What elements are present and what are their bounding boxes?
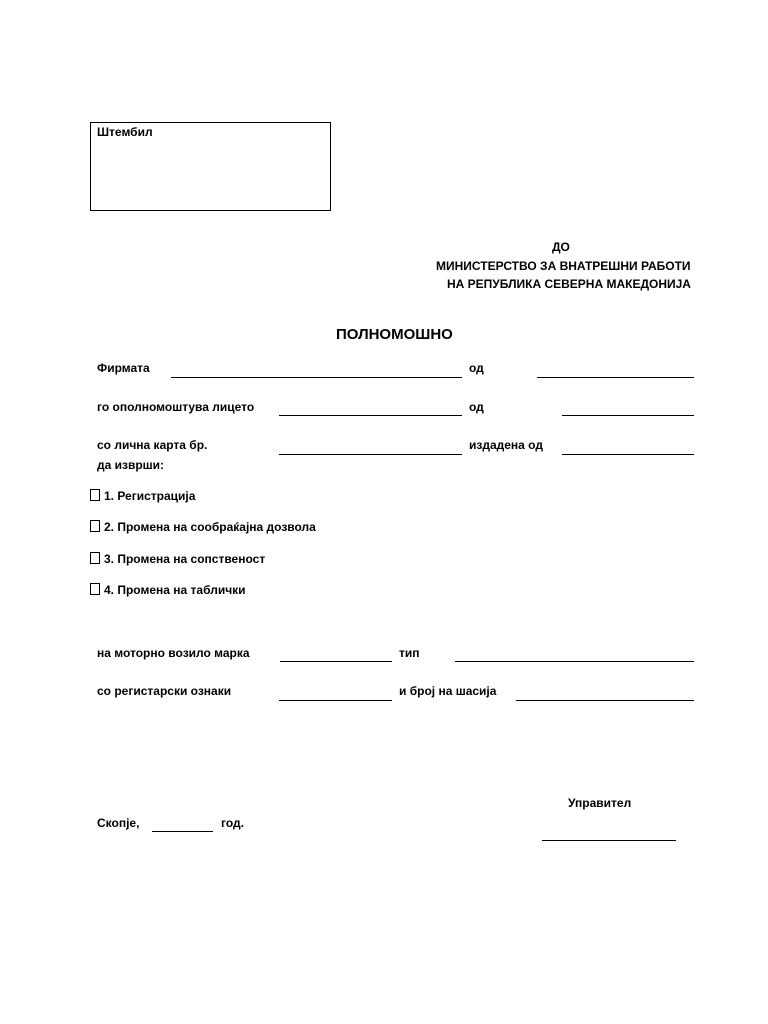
year-label: год. xyxy=(221,816,244,830)
chassis-input-line[interactable] xyxy=(516,700,694,701)
from-input-line-1[interactable] xyxy=(537,377,694,378)
from-label-1: од xyxy=(469,361,484,375)
authorizes-label: го ополномоштува лицето xyxy=(97,400,255,414)
issued-by-input-line[interactable] xyxy=(562,454,694,455)
id-card-input-line[interactable] xyxy=(279,454,462,455)
stamp-label: Штембил xyxy=(97,125,153,139)
document-title: ПОЛНОМОШНО xyxy=(336,326,453,343)
checkbox-icon[interactable] xyxy=(90,489,100,501)
signature-line[interactable] xyxy=(542,840,676,841)
recipient-to: ДО xyxy=(552,240,570,254)
plates-input-line[interactable] xyxy=(279,700,392,701)
company-label: Фирмата xyxy=(97,361,150,375)
date-input-line[interactable] xyxy=(152,831,213,832)
issued-by-label: издадена од xyxy=(469,438,543,452)
vehicle-type-label: тип xyxy=(399,646,420,660)
manager-label: Управител xyxy=(568,796,632,810)
from-label-2: од xyxy=(469,400,484,414)
plates-label: со регистарски ознаки xyxy=(97,684,232,698)
from-input-line-2[interactable] xyxy=(562,415,694,416)
recipient-line2: НА РЕПУБЛИКА СЕВЕРНА МАКЕДОНИЈА xyxy=(447,277,691,291)
option-ownership-change[interactable]: 3. Промена на сопственост xyxy=(90,552,265,566)
checkbox-icon[interactable] xyxy=(90,520,100,532)
option-plates-change[interactable]: 4. Промена на таблички xyxy=(90,583,246,597)
vehicle-brand-label: на моторно возило марка xyxy=(97,646,250,660)
vehicle-type-input-line[interactable] xyxy=(455,661,694,662)
recipient-line1: МИНИСТЕРСТВО ЗА ВНАТРЕШНИ РАБОТИ xyxy=(436,259,691,273)
company-input-line[interactable] xyxy=(171,377,462,378)
option-traffic-permit-change[interactable]: 2. Промена на сообраќајна дозвола xyxy=(90,520,316,534)
checkbox-icon[interactable] xyxy=(90,583,100,595)
chassis-label: и број на шасија xyxy=(399,684,497,698)
id-card-label: со лична карта бр. xyxy=(97,438,208,452)
checkbox-icon[interactable] xyxy=(90,552,100,564)
city-label: Скопје, xyxy=(97,816,140,830)
option-registration[interactable]: 1. Регистрација xyxy=(90,489,195,503)
stamp-box xyxy=(90,122,331,211)
vehicle-brand-input-line[interactable] xyxy=(280,661,392,662)
to-perform-label: да изврши: xyxy=(97,458,165,472)
person-input-line[interactable] xyxy=(279,415,462,416)
